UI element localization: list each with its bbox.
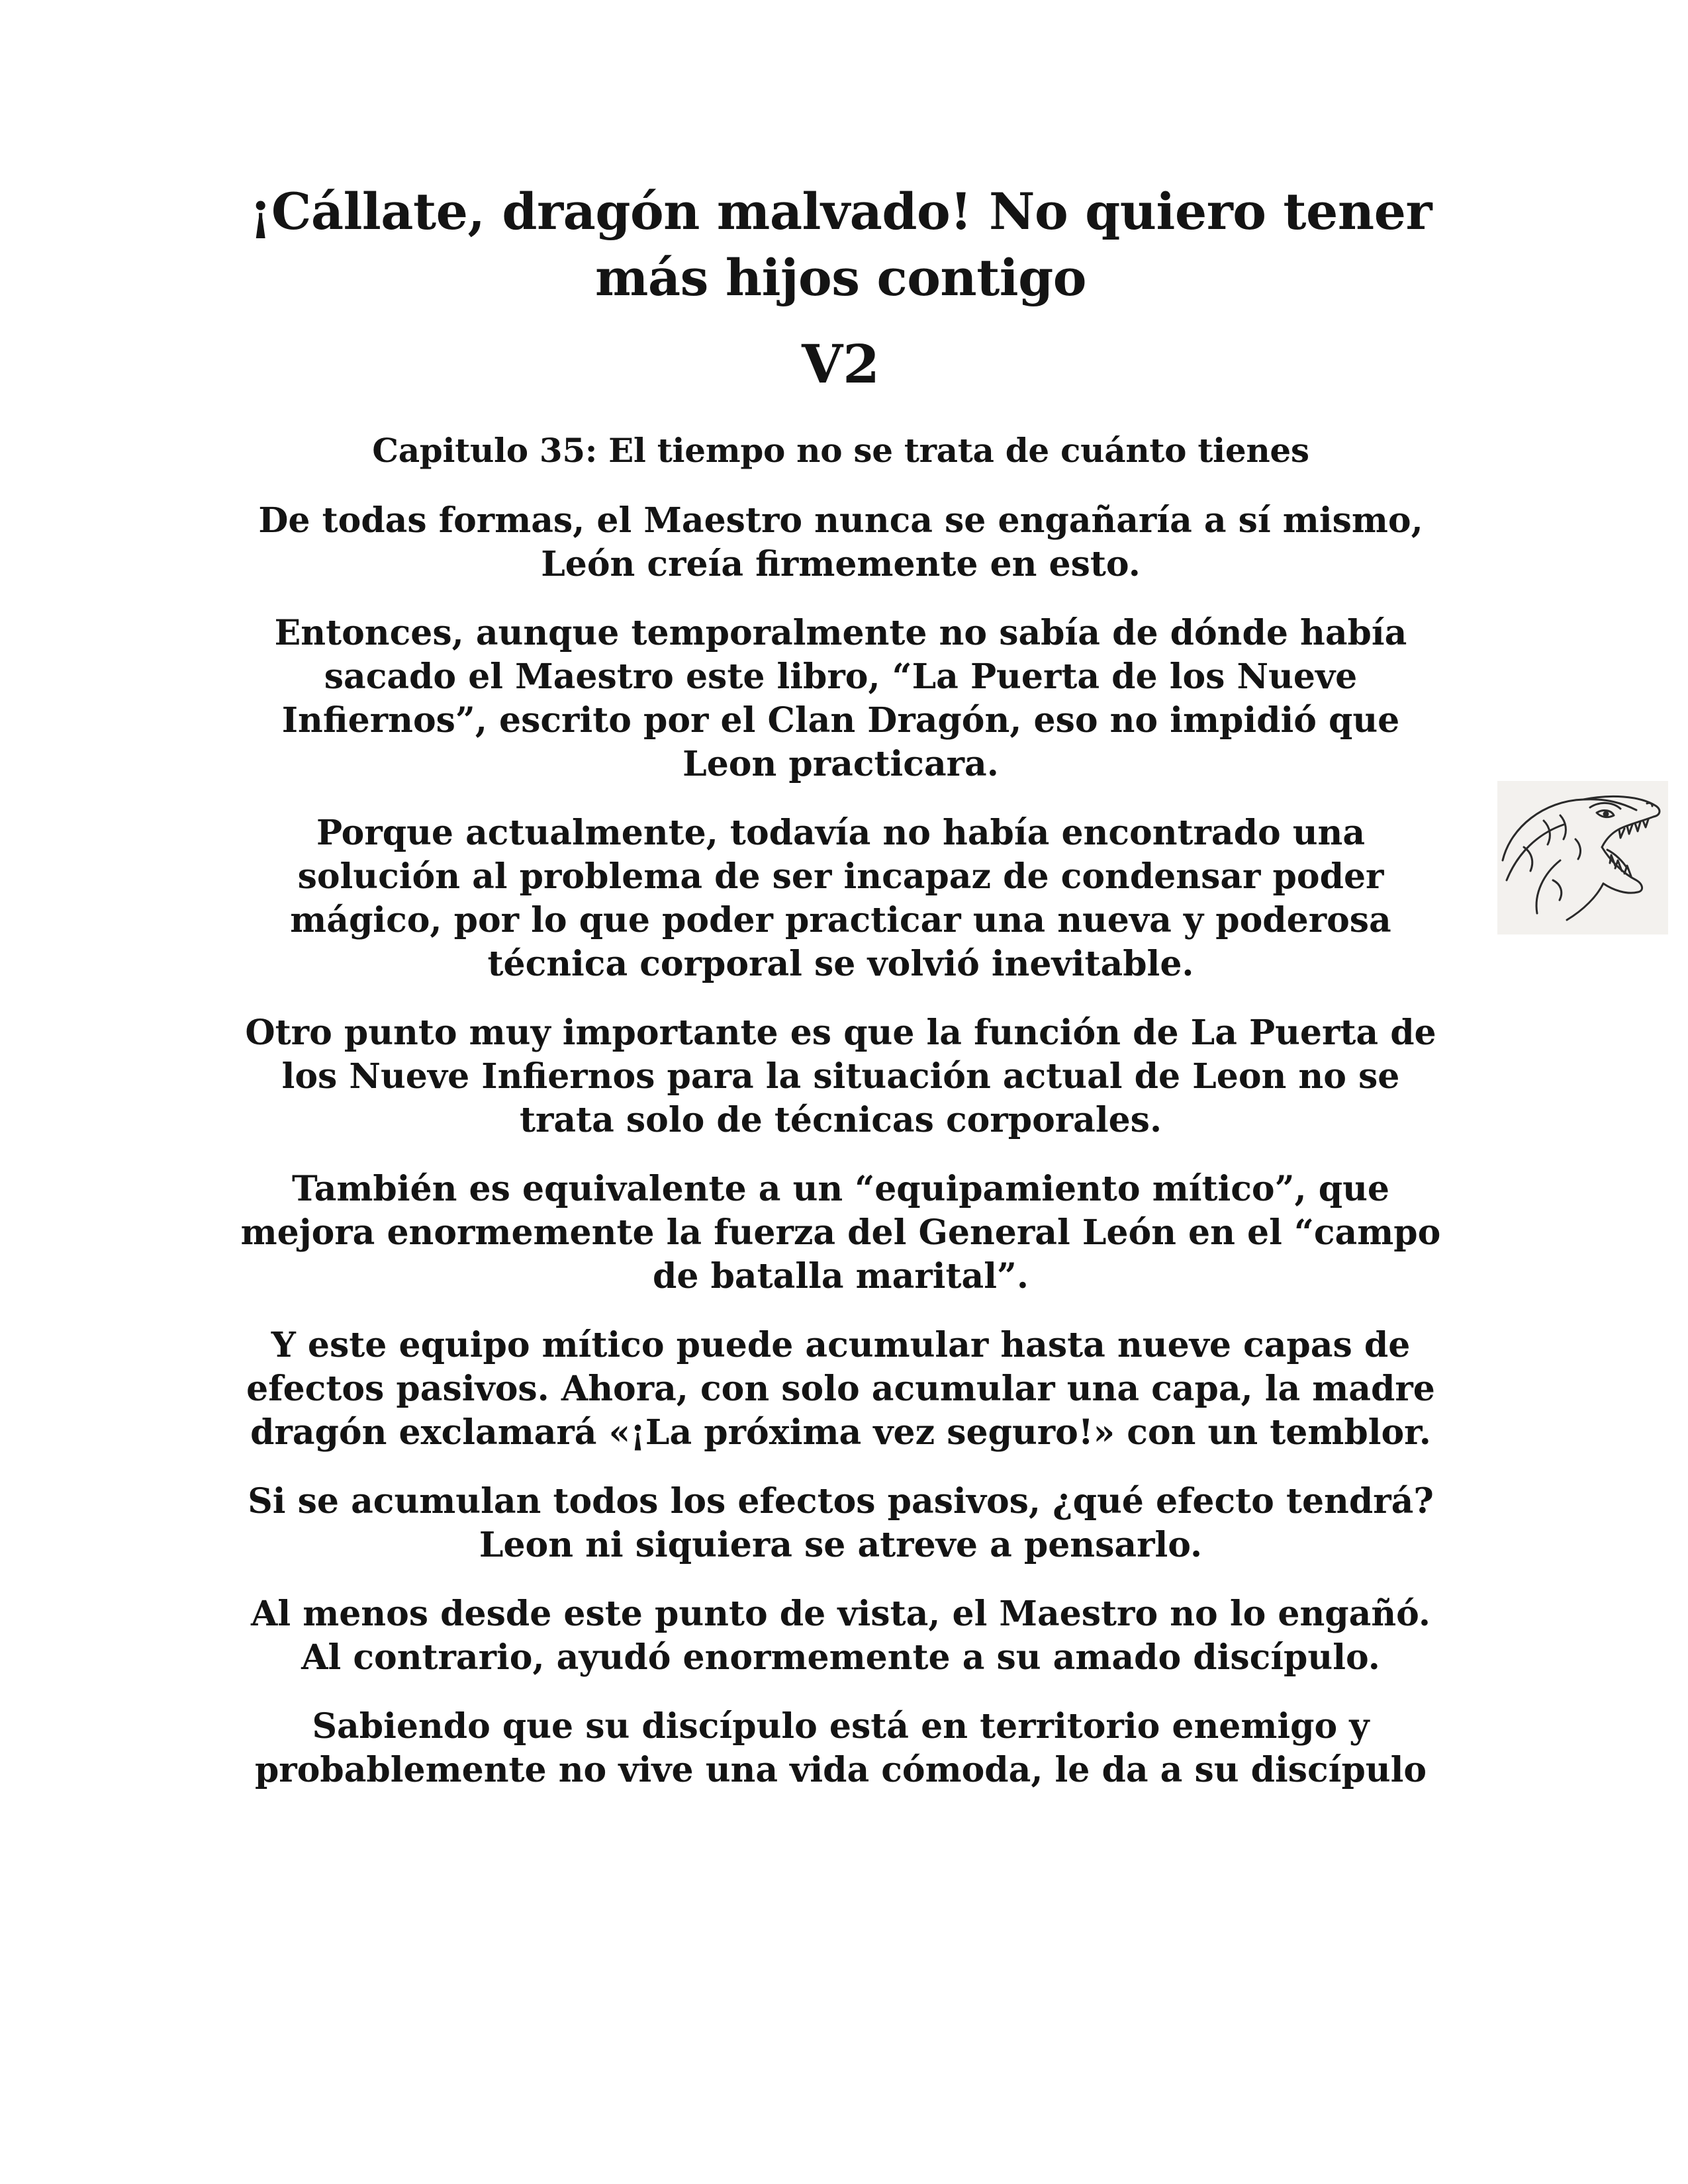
paragraph-line: mejora enormemente la fuerza del General León en el “campo (240, 1212, 1441, 1253)
paragraph-line: trata solo de técnicas corporales. (519, 1100, 1162, 1140)
paragraph-line: Leon ni siquiera se atreve a pensarlo. (479, 1525, 1203, 1565)
paragraph (199, 1011, 1483, 1142)
chapter-heading: Capitulo 35: El tiempo no se trata de cuánto tienes (372, 431, 1309, 470)
book-title (199, 179, 1483, 311)
paragraph-line: León creía firmemente en esto. (541, 544, 1141, 584)
dragon-sketch-icon (1497, 781, 1668, 934)
paragraph-line: Otro punto muy importante es que la función de La Puerta de (245, 1013, 1436, 1053)
volume-label: V2 (802, 333, 880, 395)
book-title-line: más hijos contigo (595, 248, 1086, 307)
paragraph (199, 811, 1483, 986)
paragraph-line: de batalla marital”. (653, 1256, 1029, 1297)
paragraph-line: Si se acumulan todos los efectos pasivos, ¿qué efecto tendrá? (248, 1481, 1434, 1522)
paragraph-line: efectos pasivos. Ahora, con solo acumular una capa, la madre (246, 1369, 1435, 1409)
paragraph-line: solución al problema de ser incapaz de condensar poder (297, 856, 1384, 897)
paragraph-line: Infiernos”, escrito por el Clan Dragón, eso no impidió que (281, 700, 1400, 741)
paragraph-line: sacado el Maestro este libro, “La Puerta de los Nueve (324, 657, 1358, 697)
paragraph-line: probablemente no vive una vida cómoda, le da a su discípulo (254, 1750, 1427, 1790)
paragraph-line: técnica corporal se volvió inevitable. (487, 944, 1194, 984)
paragraph-line: Al contrario, ayudó enormemente a su amado discípulo. (301, 1637, 1380, 1678)
paragraph-line: Sabiendo que su discípulo está en territorio enemigo y (312, 1706, 1370, 1747)
paragraph-line: Leon practicara. (682, 744, 999, 784)
paragraph-line: los Nueve Infiernos para la situación actual de Leon no se (281, 1056, 1400, 1097)
paragraph-line: mágico, por lo que poder practicar una nueva y poderosa (290, 900, 1391, 940)
paragraph-line: dragón exclamará «¡La próxima vez seguro!» con un temblor. (250, 1412, 1431, 1453)
paragraph (199, 612, 1483, 786)
paragraph (199, 1592, 1483, 1680)
paragraph (199, 1167, 1483, 1298)
paragraph (199, 499, 1483, 586)
paragraph-line: Entonces, aunque temporalmente no sabía de dónde había (274, 613, 1407, 653)
paragraph (199, 1705, 1483, 1792)
paragraph-line: Y este equipo mítico puede acumular hasta nueve capas de (271, 1325, 1411, 1365)
document-body (199, 179, 1483, 1817)
paragraph (199, 1324, 1483, 1455)
paragraph-line: También es equivalente a un “equipamiento mítico”, que (292, 1169, 1389, 1209)
paragraph-line: Porque actualmente, todavía no había encontrado una (316, 813, 1366, 853)
book-title-line: ¡Cállate, dragón malvado! No quiero tener (249, 182, 1432, 241)
paragraph (199, 1480, 1483, 1567)
paragraph-line: De todas formas, el Maestro nunca se engañaría a sí mismo, (258, 500, 1423, 541)
paragraph-line: Al menos desde este punto de vista, el Maestro no lo engañó. (250, 1594, 1430, 1634)
